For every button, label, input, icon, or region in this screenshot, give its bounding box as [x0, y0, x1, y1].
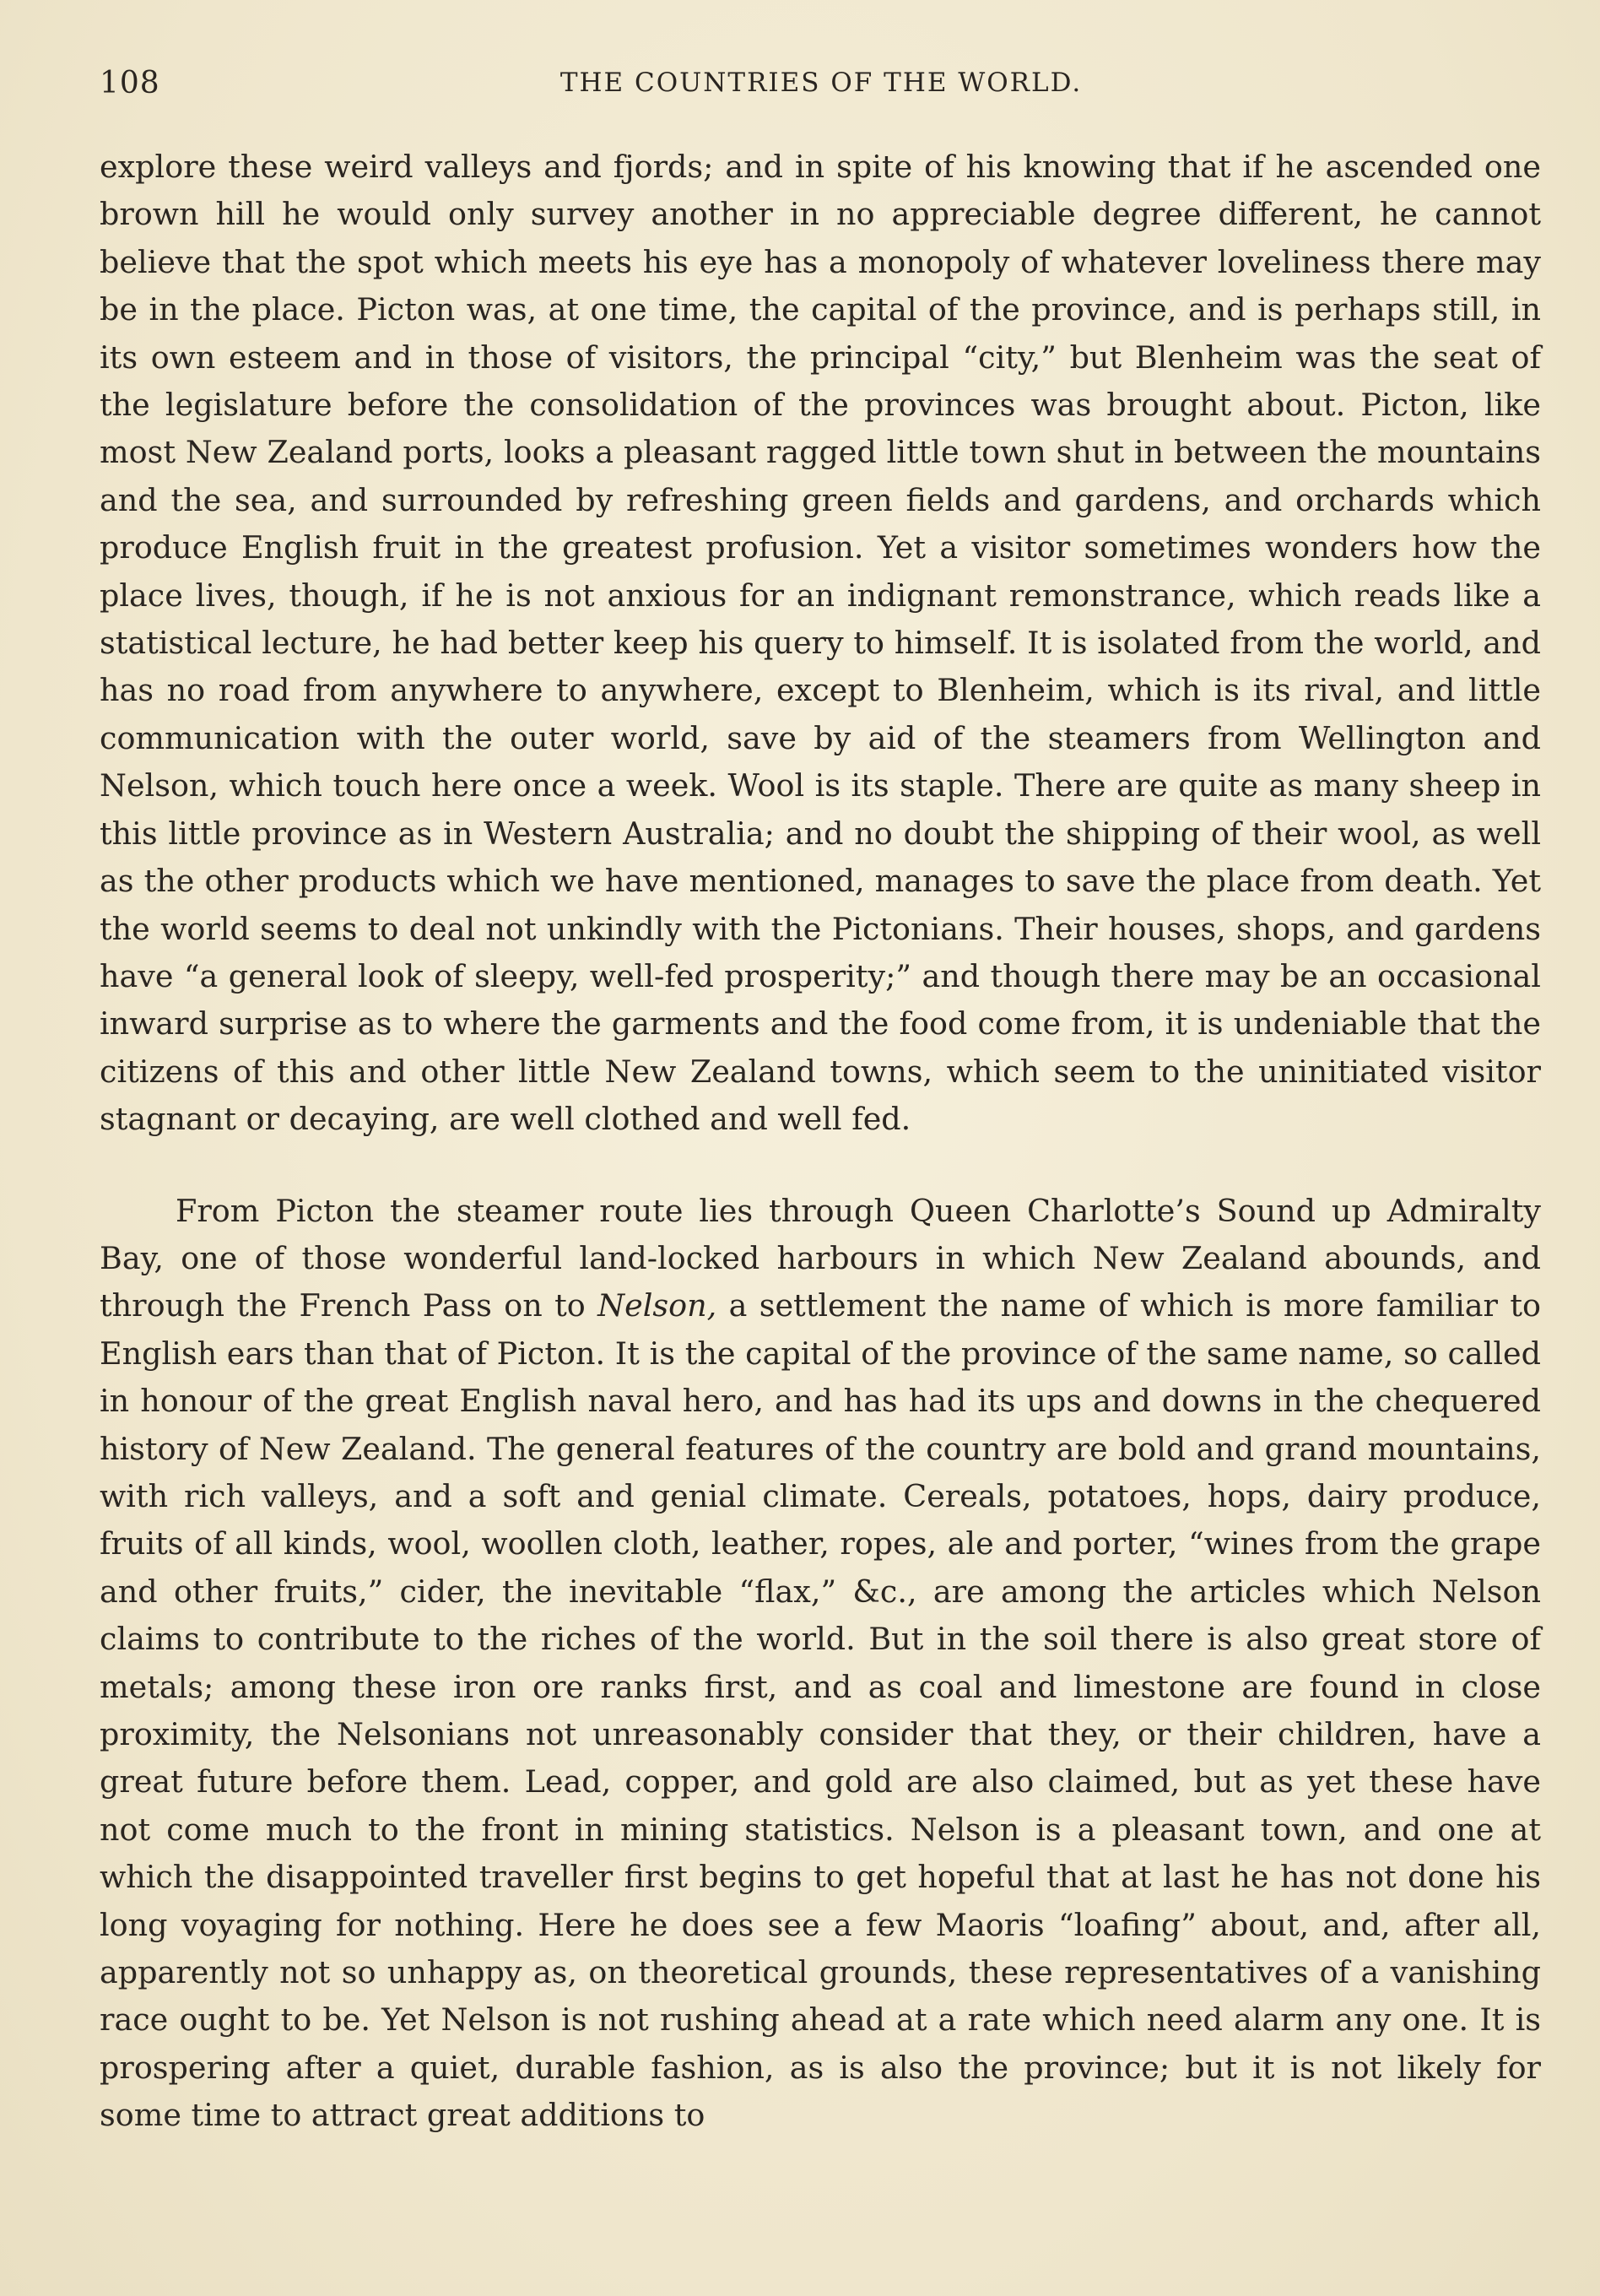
paragraph-nelson-part-2: a settlement the name of which is more familiar to English ears than that of Picton. It is the capital of the province of the same name, so called in honour of the great English naval hero, and has had its ups and downs in the chequered history of New Zealand. The general features of the country are bold and grand mountains, with rich valleys, and a soft and genial climate. Cereals, potatoes, hops, dairy produce, fruits of all kinds, wool, woollen cloth, leather, ropes, ale and porter, “wines from the grape and other fruits,” cider, the inevitable “flax,” &c., are among the articles which Nelson claims to contribute to the riches of the world. But in the soil there is also great store of metals; among these iron ore ranks first, and as coal and limestone are found in close proximity, the Nelsonians not unreasonably consider that they, or their children, have a great future before them. Lead, copper, and gold are also claimed, but as yet these have not come much to the front in mining statistics. Nelson is a pleasant town, and one at which the disappointed traveller first begins to get hopeful that at last he has not done his long voyaging for nothing. Here he does see a few Maoris “loafing” about, and, after all, apparently not so unhappy as, on theoretical grounds, these representatives of a vanishing race ought to be. Yet Nelson is not rushing ahead at a rate which need alarm any one. It is prospering after a quiet, durable fashion, as is also the province; but it is not likely for some time to attract great additions to	[100, 1287, 1541, 2134]
page-header	[100, 66, 1543, 108]
paragraph-nelson-part-1: From Picton the steamer route lies through Queen Charlotte’s Sound up Admiralty Bay, one of those wonderful land-locked harbours in which New Zealand abounds, and through the French Pass on to	[100, 1192, 1541, 1324]
page-number: 108	[100, 66, 160, 100]
paragraph-nelson	[100, 1188, 1541, 2140]
place-name-nelson: Nelson,	[597, 1287, 717, 1324]
body-text	[100, 144, 1541, 2140]
running-head: THE COUNTRIES OF THE WORLD.	[559, 68, 1083, 98]
paragraph-picton: explore these weird valleys and fjords; and in spite of his knowing that if he ascended one brown hill he would only survey another in no appreciable degree different, he cannot believe that the spot which meets his eye has a monopoly of whatever loveliness there may be in the place. Picton was, at one time, the capital of the province, and is perhaps still, in its own esteem and in those of visitors, the principal “city,” but Blenheim was the seat of the legislature before the consolidation of the provinces was brought about. Picton, like most New Zealand ports, looks a pleasant ragged little town shut in between the mountains and the sea, and surrounded by refreshing green fields and gardens, and orchards which produce English fruit in the greatest profusion. Yet a visitor sometimes wonders how the place lives, though, if he is not anxious for an indignant remonstrance, which reads like a statistical lecture, he had better keep his query to himself. It is isolated from the world, and has no road from anywhere to anywhere, except to Blenheim, which is its rival, and little communication with the outer world, save by aid of the steamers from Wellington and Nelson, which touch here once a week. Wool is its staple. There are quite as many sheep in this little province as in Western Australia; and no doubt the shipping of their wool, as well as the other products which we have mentioned, manages to save the place from death. Yet the world seems to deal not unkindly with the Pictonians. Their houses, shops, and gardens have “a general look of sleepy, well-fed prosperity;” and though there may be an occasional inward surprise as to where the garments and the food come from, it is undeniable that the citizens of this and other little New Zealand towns, which seem to the uninitiated visitor stagnant or decaying, are well clothed and well fed.	[100, 149, 1541, 1138]
